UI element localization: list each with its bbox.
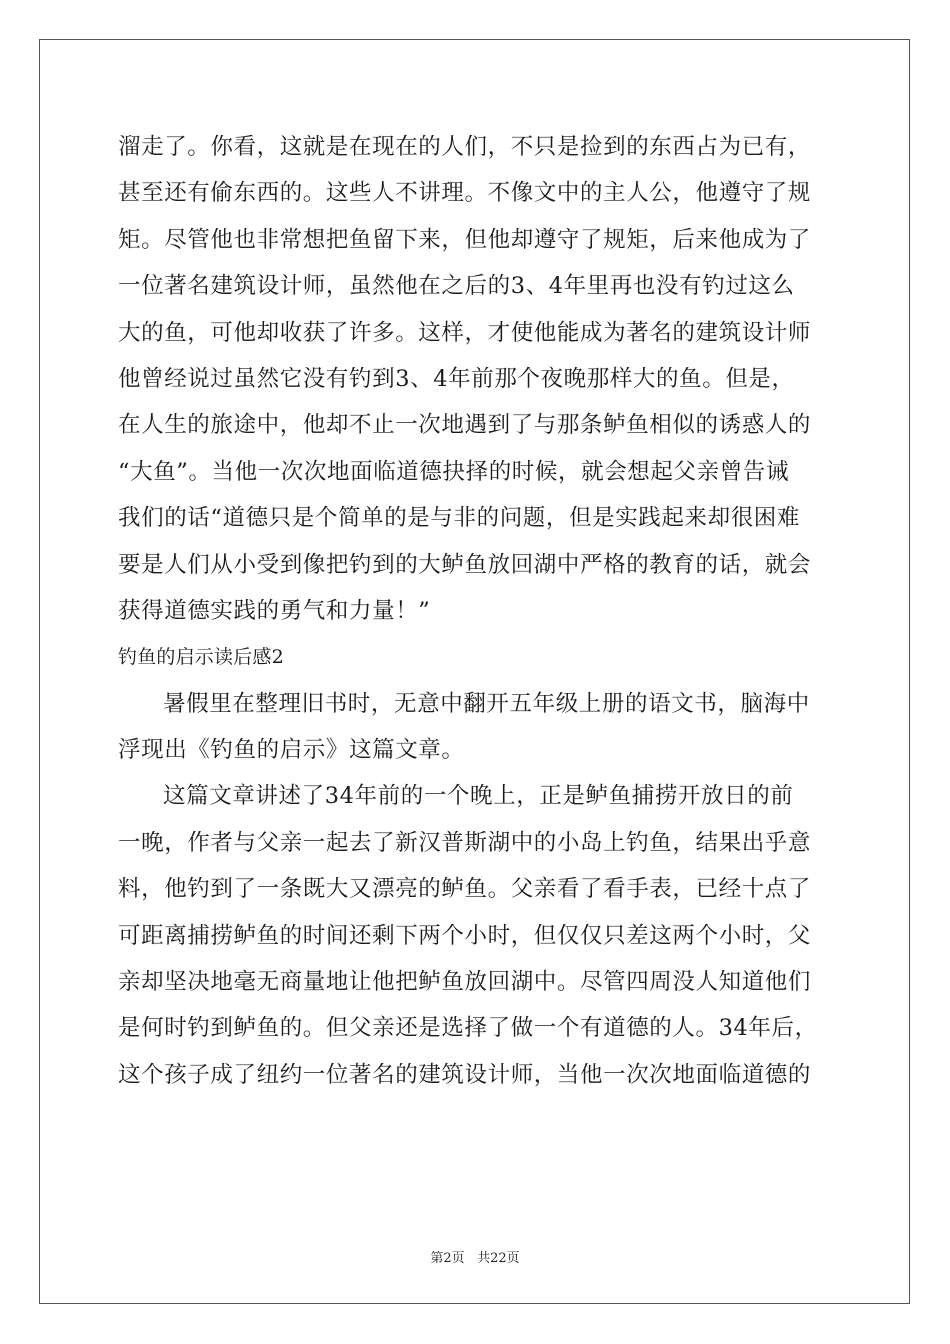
- text-line: 可距离捕捞鲈鱼的时间还剩下两个小时，但仅仅只差这两个小时，父: [118, 922, 812, 949]
- page-number: 第2页: [430, 1251, 465, 1266]
- text-line: 矩。尽管他也非常想把鱼留下来，但他却遵守了规矩，后来他成为了: [118, 226, 812, 253]
- text-line: 这篇文章讲述了34年前的一个晚上，正是鲈鱼捕捞开放日的前: [163, 783, 794, 810]
- page-total: 共22页: [477, 1251, 520, 1266]
- page-footer: [0, 1247, 950, 1266]
- text-line: 这个孩子成了纽约一位著名的建筑设计师，当他一次次地面临道德的: [118, 1061, 812, 1088]
- text-line: 大的鱼，可他却收获了许多。这样，才使他能成为著名的建筑设计师: [118, 319, 812, 346]
- section-heading: 钓鱼的启示读后感2: [118, 646, 284, 669]
- text-line: 暑假里在整理旧书时，无意中翻开五年级上册的语文书，脑海中: [163, 690, 810, 717]
- text-line: “大鱼”。当他一次次地面临道德抉择的时候，就会想起父亲曾告诫: [118, 458, 790, 485]
- text-line: 是何时钓到鲈鱼的。但父亲还是选择了做一个有道德的人。34年后，: [118, 1015, 818, 1042]
- text-line: 我们的话“道德只是个简单的是与非的问题，但是实践起来却很困难: [118, 505, 801, 532]
- text-line: 溜走了。你看，这就是在现在的人们，不只是捡到的东西占为已有，: [118, 134, 812, 160]
- text-line: 一晚，作者与父亲一起去了新汉普斯湖中的小岛上钓鱼，结果出乎意: [118, 829, 812, 856]
- text-line: 一位著名建筑设计师，虽然他在之后的3、4年里再也没有钓过这么: [118, 273, 795, 300]
- text-line: 甚至还有偷东西的。这些人不讲理。不像文中的主人公，他遵守了规: [118, 180, 812, 207]
- text-line: 他曾经说过虽然它没有钓到3、4年前那个夜晚那样大的鱼。但是，: [118, 365, 795, 392]
- text-line: 亲却坚决地毫无商量地让他把鲈鱼放回湖中。尽管四周没人知道他们: [118, 969, 812, 996]
- text-line: 在人生的旅途中，他却不止一次地遇到了与那条鲈鱼相似的诱惑人的: [118, 412, 812, 439]
- text-line: 浮现出《钓鱼的启示》这篇文章。: [118, 737, 465, 764]
- document-body: [118, 124, 834, 1098]
- text-line: 获得道德实践的勇气和力量！”: [118, 597, 431, 624]
- text-line: 料，他钓到了一条既大又漂亮的鲈鱼。父亲看了看手表，已经十点了: [118, 876, 812, 903]
- text-line: 要是人们从小受到像把钓到的大鲈鱼放回湖中严格的教育的话，就会: [118, 551, 812, 578]
